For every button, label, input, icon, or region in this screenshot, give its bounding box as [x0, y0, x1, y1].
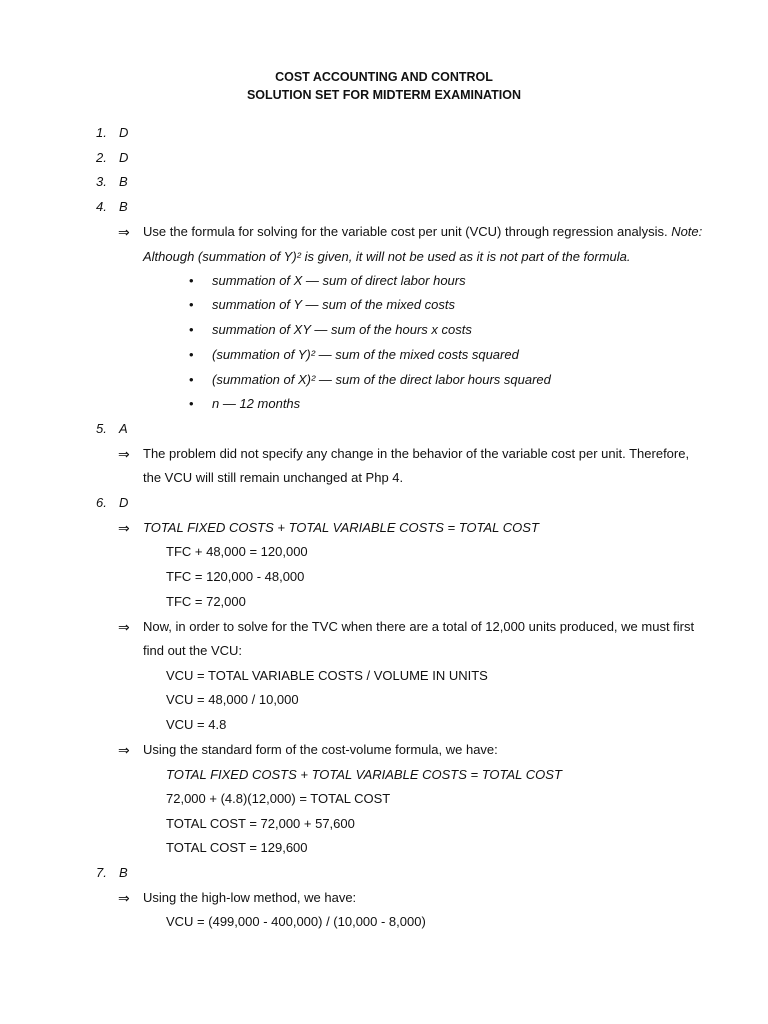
- q4-note-label: Note:: [671, 224, 703, 239]
- answer-number-2: 2.: [96, 150, 107, 165]
- q6-standard-step: 72,000 + (4.8)(12,000) = TOTAL COST: [166, 791, 391, 806]
- q6-standard-intro: Using the standard form of the cost-volume formula, we have:: [143, 742, 498, 757]
- bullet-icon: •: [189, 297, 194, 312]
- arrow-icon: ⇒: [118, 890, 130, 906]
- q6-tfc-step: TFC = 120,000 - 48,000: [166, 569, 305, 584]
- q4-bullet-item: summation of XY — sum of the hours x costs: [212, 322, 472, 337]
- answer-number-5: 5.: [96, 421, 107, 436]
- answer-number-3: 3.: [96, 174, 107, 189]
- q6-vcu-intro-line1: Now, in order to solve for the TVC when there are a total of 12,000 units produced, we must first: [143, 619, 695, 634]
- q4-explanation-line1: [143, 223, 702, 241]
- q4-bullet-item: summation of X — sum of direct labor hours: [212, 273, 466, 288]
- q4-explanation-line2: Although (summation of Y)² is given, it will not be used as it is not part of the formula.: [143, 249, 631, 264]
- q6-standard-formula: TOTAL FIXED COSTS + TOTAL VARIABLE COSTS = TOTAL COST: [166, 767, 562, 782]
- arrow-icon: ⇒: [118, 520, 130, 536]
- arrow-icon: ⇒: [118, 224, 130, 240]
- q6-standard-step: TOTAL COST = 72,000 + 57,600: [166, 816, 355, 831]
- bullet-icon: •: [189, 273, 194, 288]
- q4-bullet-item: (summation of X)² — sum of the direct labor hours squared: [212, 372, 551, 387]
- answer-letter-6: D: [119, 495, 129, 510]
- q6-formula: TOTAL FIXED COSTS + TOTAL VARIABLE COSTS = TOTAL COST: [143, 520, 539, 535]
- q5-explanation-line1: The problem did not specify any change in the behavior of the variable cost per unit. Therefore,: [143, 446, 690, 461]
- q6-vcu-step: VCU = 48,000 / 10,000: [166, 692, 299, 707]
- answer-number-4: 4.: [96, 199, 107, 214]
- answer-letter-1: D: [119, 125, 129, 140]
- arrow-icon: ⇒: [118, 446, 130, 462]
- q5-explanation-line2: the VCU will still remain unchanged at Php 4.: [143, 470, 404, 485]
- bullet-icon: •: [189, 322, 194, 337]
- answer-number-7: 7.: [96, 865, 107, 880]
- q4-bullet-item: n — 12 months: [212, 396, 301, 411]
- q6-vcu-intro-line2: find out the VCU:: [143, 643, 242, 658]
- arrow-icon: ⇒: [118, 742, 130, 758]
- answer-number-1: 1.: [96, 125, 107, 140]
- q7-intro: Using the high-low method, we have:: [143, 890, 357, 905]
- q6-vcu-step: VCU = TOTAL VARIABLE COSTS / VOLUME IN UNITS: [166, 668, 488, 683]
- answer-letter-4: B: [119, 199, 128, 214]
- q6-standard-step: TOTAL COST = 129,600: [166, 840, 308, 855]
- q6-tfc-step: TFC = 72,000: [166, 594, 246, 609]
- q4-bullet-item: (summation of Y)² — sum of the mixed costs squared: [212, 347, 519, 362]
- q6-vcu-step: VCU = 4.8: [166, 717, 227, 732]
- q4-explanation-text: Use the formula for solving for the variable cost per unit (VCU) through regression analysis.: [143, 224, 672, 239]
- bullet-icon: •: [189, 372, 194, 387]
- document-title: COST ACCOUNTING AND CONTROL: [275, 70, 493, 84]
- arrow-icon: ⇒: [118, 619, 130, 635]
- bullet-icon: •: [189, 347, 194, 362]
- answer-letter-2: D: [119, 150, 129, 165]
- answer-number-6: 6.: [96, 495, 107, 510]
- q4-bullet-item: summation of Y — sum of the mixed costs: [212, 297, 456, 312]
- q6-tfc-step: TFC + 48,000 = 120,000: [166, 544, 308, 559]
- answer-letter-3: B: [119, 174, 128, 189]
- document-subtitle: SOLUTION SET FOR MIDTERM EXAMINATION: [246, 88, 522, 102]
- bullet-icon: •: [189, 396, 194, 411]
- q7-vcu-step: VCU = (499,000 - 400,000) / (10,000 - 8,000): [166, 914, 426, 929]
- answer-letter-5: A: [119, 421, 128, 436]
- answer-letter-7: B: [119, 865, 128, 880]
